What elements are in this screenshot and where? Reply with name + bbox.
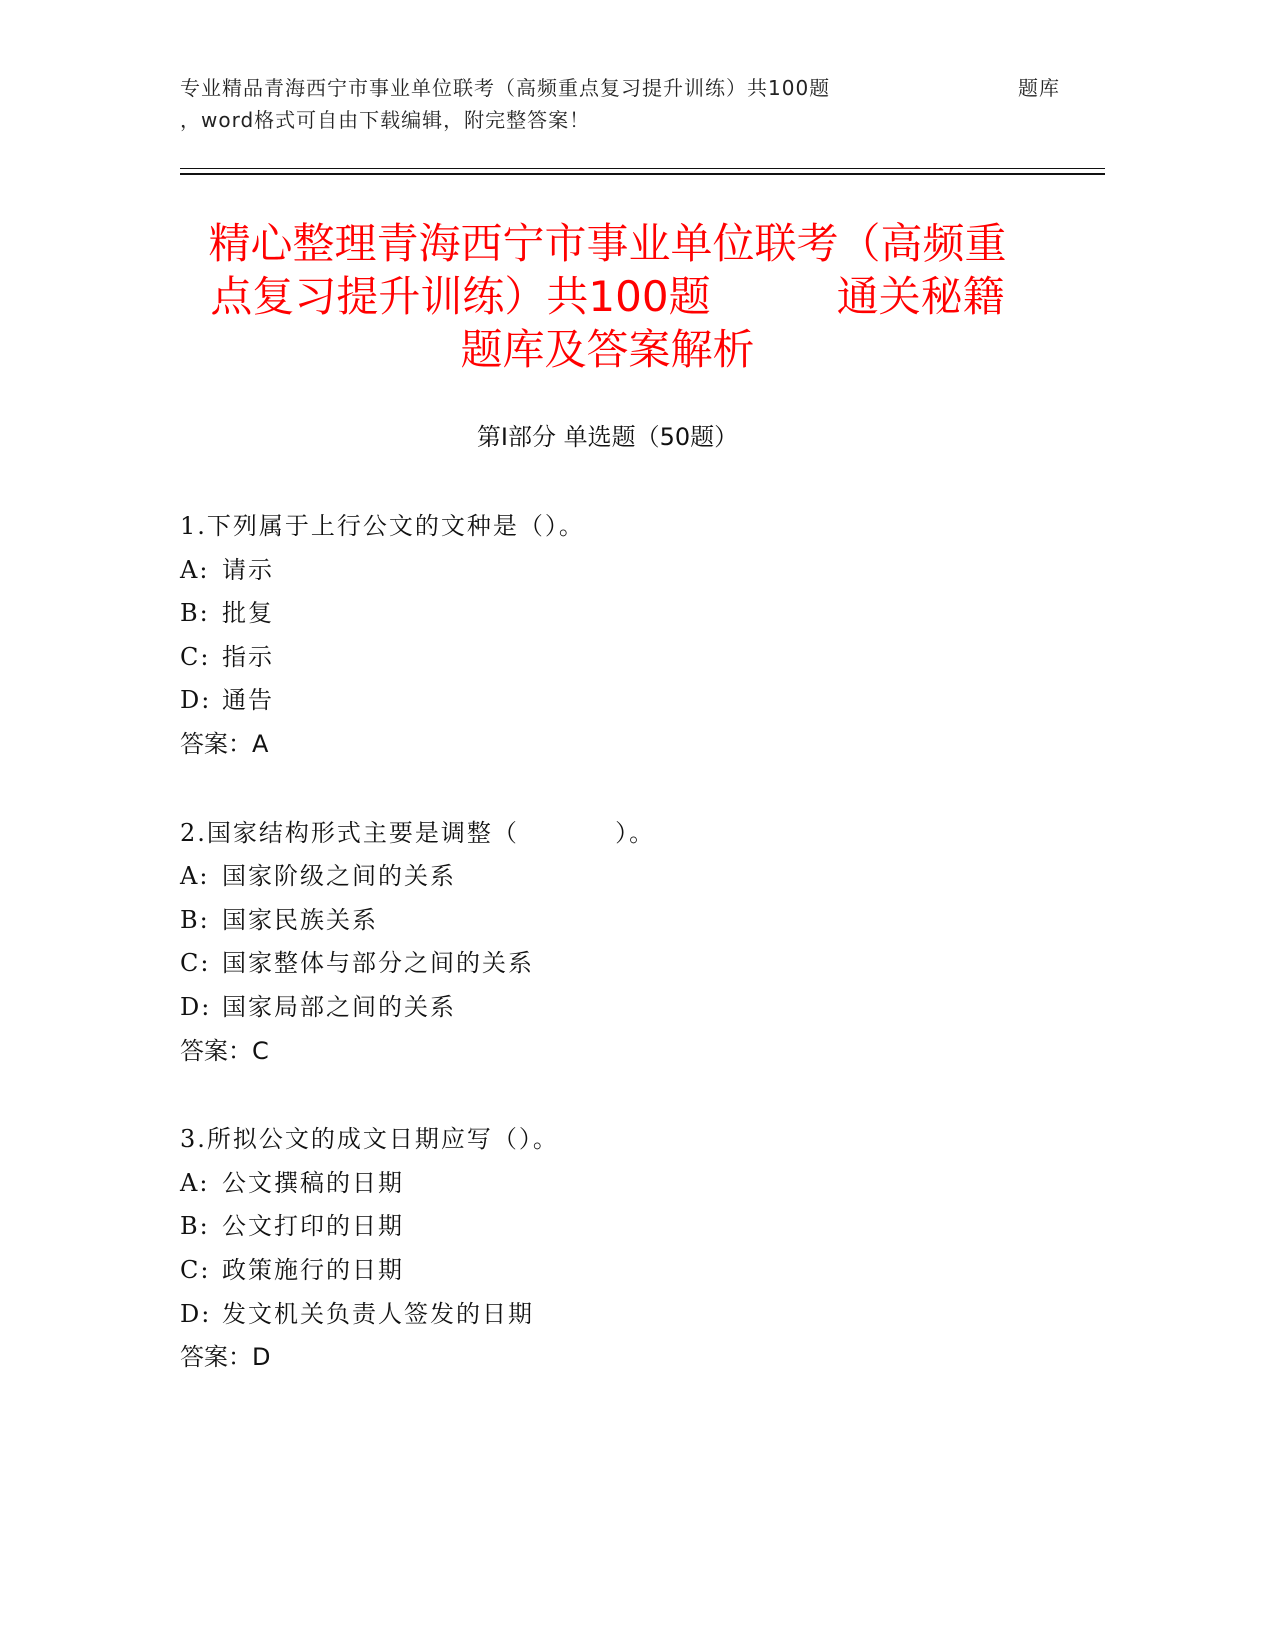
option-letter: A:	[180, 1168, 210, 1197]
header-line-2: ，word格式可自由下载编辑，附完整答案！	[180, 108, 591, 132]
option-letter: B:	[180, 1212, 210, 1241]
option-text: 通告	[222, 686, 274, 715]
option-text: 发文机关负责人签发的日期	[222, 1299, 534, 1328]
option-letter: D:	[180, 686, 212, 715]
header-description: 专业精品青海西宁市事业单位联考（高频重点复习提升训练）共100题	[180, 76, 831, 100]
option-text: 指示	[222, 642, 274, 671]
option-a	[180, 1162, 1060, 1206]
option-b	[180, 899, 1060, 943]
option-b	[180, 1205, 1060, 1249]
option-text: 国家阶级之间的关系	[222, 862, 456, 891]
option-c	[180, 1249, 1060, 1293]
title-line-3: 题库及答案解析	[460, 325, 755, 374]
question-text: 1.下列属于上行公文的文种是（）。	[180, 512, 585, 540]
option-letter: B:	[180, 599, 210, 628]
header-suffix: 题库	[1018, 76, 1060, 100]
option-b	[180, 592, 1060, 636]
section-title: 第Ⅰ部分 单选题（50题）	[476, 423, 739, 451]
option-a	[180, 855, 1060, 899]
answer: 答案：A	[180, 729, 269, 758]
title-line-2: 点复习提升训练）共100题 通关秘籍	[210, 272, 1005, 321]
question-text: 2.国家结构形式主要是调整（ ）。	[180, 818, 656, 847]
option-letter: C:	[180, 1255, 211, 1284]
option-d	[180, 679, 1060, 723]
option-text: 公文打印的日期	[222, 1212, 404, 1241]
document-title	[180, 217, 1035, 376]
option-letter: D:	[180, 1299, 212, 1328]
option-text: 请示	[222, 555, 274, 584]
option-letter: A:	[180, 862, 210, 891]
option-text: 公文撰稿的日期	[222, 1168, 404, 1197]
question-1	[180, 505, 1060, 767]
option-letter: A:	[180, 555, 210, 584]
option-letter: B:	[180, 905, 210, 934]
title-line-1: 精心整理青海西宁市事业单位联考（高频重	[208, 219, 1007, 268]
answer: 答案：D	[180, 1343, 271, 1372]
option-text: 政策施行的日期	[222, 1255, 404, 1284]
option-text: 国家民族关系	[222, 905, 378, 934]
question-list	[180, 505, 1060, 1425]
header-divider-thick	[180, 173, 1105, 175]
option-letter: D:	[180, 992, 212, 1021]
option-letter: C:	[180, 642, 211, 671]
option-a	[180, 549, 1060, 593]
option-text: 国家整体与部分之间的关系	[222, 949, 534, 978]
option-c	[180, 636, 1060, 680]
option-c	[180, 942, 1060, 986]
question-2	[180, 812, 1060, 1074]
question-text: 3.所拟公文的成文日期应写（）。	[180, 1125, 559, 1154]
header-line-1	[180, 72, 1060, 104]
option-text: 批复	[222, 599, 274, 628]
question-3	[180, 1118, 1060, 1380]
option-d	[180, 986, 1060, 1030]
document-header	[180, 72, 1060, 136]
answer: 答案：C	[180, 1036, 269, 1065]
option-d	[180, 1293, 1060, 1337]
option-text: 国家局部之间的关系	[222, 992, 456, 1021]
header-divider-thin	[180, 168, 1105, 169]
option-letter: C:	[180, 949, 211, 978]
